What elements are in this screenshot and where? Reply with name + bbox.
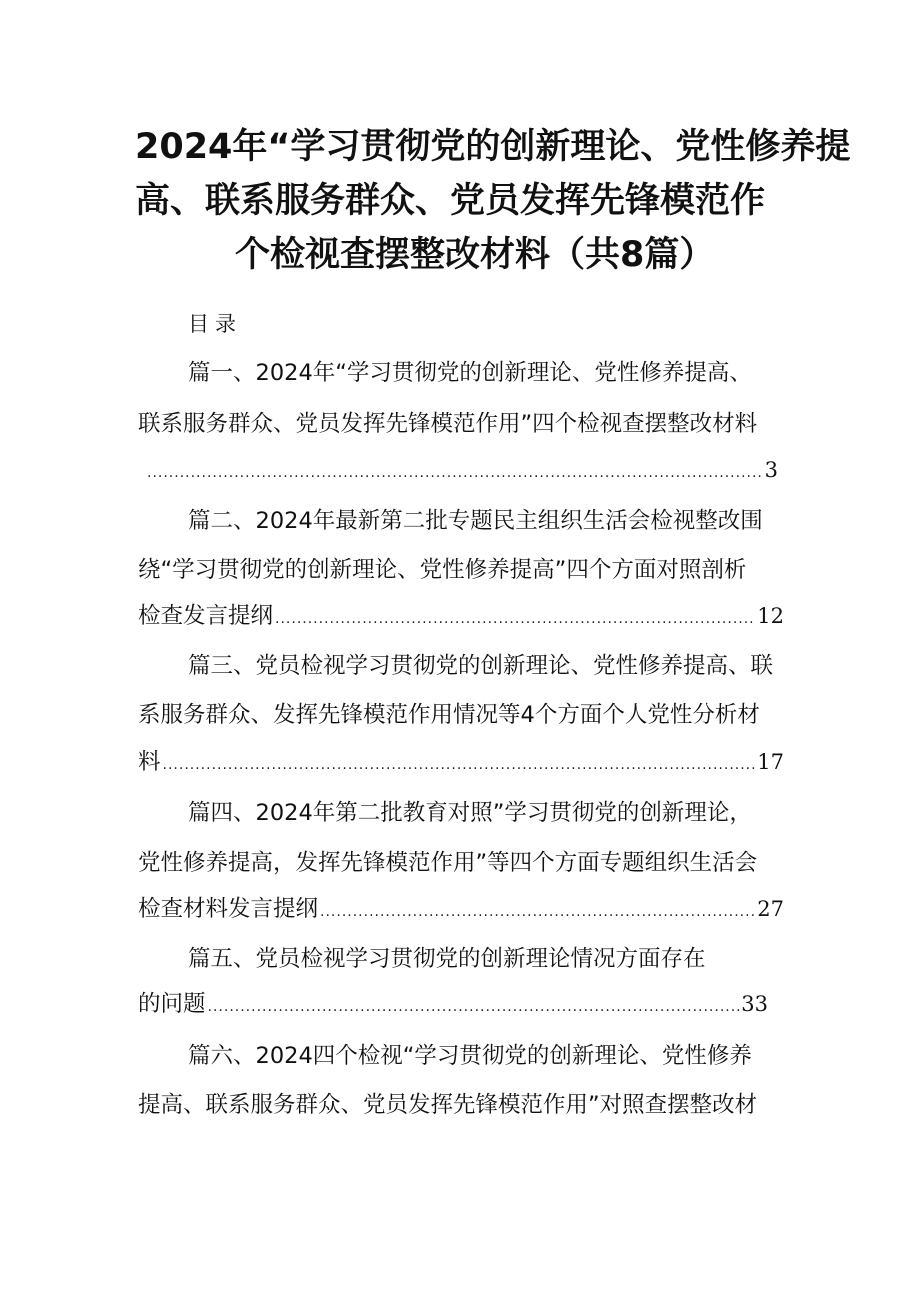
toc-entry-6-line-1[interactable]: 篇六、2024四个检视“学习贯彻党的创新理论、党性修养 — [188, 1043, 752, 1069]
toc-entry-5-line-1[interactable]: 篇五、党员检视学习贯彻党的创新理论情况方面存在 — [188, 946, 706, 972]
toc-entry-2-line-3: 检查发言提纲 — [138, 603, 274, 629]
toc-entry-3-page: 17 — [757, 750, 784, 774]
toc-entry-4-page: 27 — [757, 897, 784, 921]
dot-leader — [147, 453, 763, 489]
toc-entry-5-line-2: 的问题 — [138, 991, 206, 1017]
toc-entry-5-leader[interactable] — [138, 986, 768, 1023]
toc-entry-3-leader[interactable] — [138, 744, 784, 781]
document-title-line-1: 2024年“学习贯彻党的创新理论、党性修养提 — [135, 127, 851, 167]
document-title-line-3: 个检视查摆整改材料（共8篇） — [235, 235, 715, 275]
dot-leader — [163, 745, 756, 781]
toc-entry-1-leader[interactable] — [145, 452, 778, 489]
toc-heading: 目录 — [188, 312, 242, 336]
toc-entry-4-line-3: 检查材料发言提纲 — [138, 896, 319, 922]
toc-entry-2-line-1[interactable]: 篇二、2024年最新第二批专题民主组织生活会检视整改围 — [188, 508, 763, 534]
toc-entry-2-line-2[interactable]: 绕“学习贯彻党的创新理论、党性修养提高”四个方面对照剖析 — [138, 557, 747, 583]
toc-entry-2-leader[interactable] — [138, 598, 784, 635]
dot-leader — [275, 599, 755, 635]
toc-entry-3-line-3: 料 — [138, 749, 161, 775]
toc-entry-5-page: 33 — [741, 992, 768, 1016]
toc-entry-3-line-2[interactable]: 系服务群众、发挥先锋模范作用情况等4个方面个人党性分析材 — [138, 702, 760, 728]
toc-entry-4-line-2[interactable]: 党性修养提高，发挥先锋模范作用”等四个方面专题组织生活会 — [138, 850, 758, 876]
toc-entry-4-leader[interactable] — [138, 891, 784, 928]
toc-entry-4-line-1[interactable]: 篇四、2024年第二批教育对照”学习贯彻党的创新理论， — [188, 800, 752, 826]
document-title-line-2: 高、联系服务群众、党员发挥先锋模范作 — [135, 181, 766, 221]
toc-entry-1-line-2[interactable]: 联系服务群众、党员发挥先锋模范作用”四个检视查摆整改材料 — [138, 411, 758, 437]
toc-entry-3-line-1[interactable]: 篇三、党员检视学习贯彻党的创新理论、党性修养提高、联 — [188, 653, 774, 679]
dot-leader — [320, 892, 755, 928]
toc-entry-1-line-1[interactable]: 篇一、2024年“学习贯彻党的创新理论、党性修养提高、 — [188, 360, 752, 386]
toc-entry-6-line-2[interactable]: 提高、联系服务群众、党员发挥先锋模范作用”对照查摆整改材 — [138, 1092, 758, 1118]
toc-entry-2-page: 12 — [757, 604, 784, 628]
toc-entry-1-page: 3 — [764, 458, 778, 482]
dot-leader — [208, 987, 740, 1023]
